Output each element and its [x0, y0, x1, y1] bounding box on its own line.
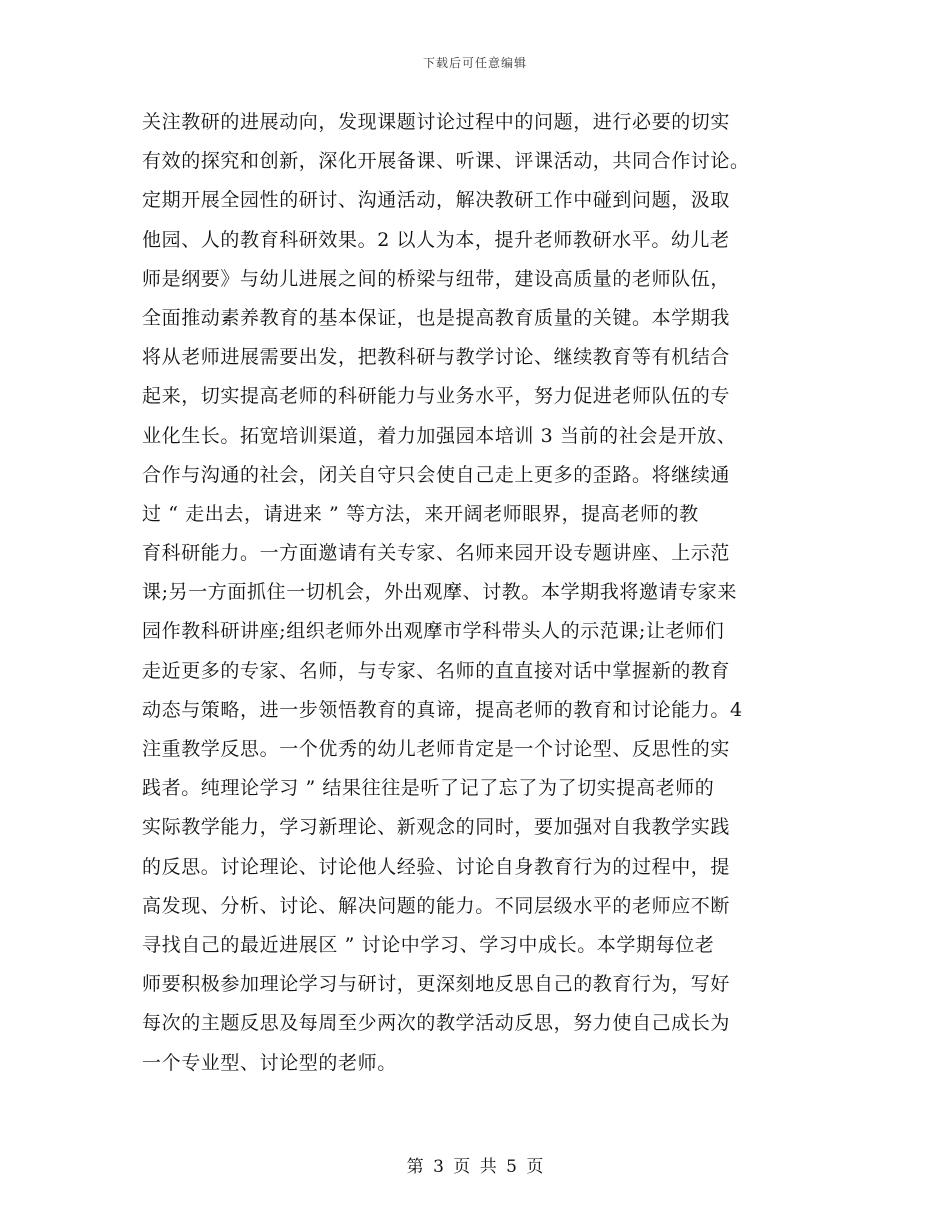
- body-line: 践者。纯理论学习 ” 结果往往是听了记了忘了为了切实提高老师的: [142, 777, 715, 800]
- body-line: 动态与策略，进一步领悟教育的真谛，提高老师的教育和讨论能力。4: [142, 698, 743, 721]
- body-line: 注重教学反思。一个优秀的幼儿老师肯定是一个讨论型、反思性的实: [142, 738, 731, 760]
- body-line: 师要积极参加理论学习与研讨，更深刻地反思自己的教育行为，写好: [142, 973, 731, 996]
- body-line: 合作与沟通的社会，闭关自守只会使自己走上更多的歪路。将继续通: [142, 463, 731, 486]
- body-line: 的反思。讨论理论、讨论他人经验、讨论自身教育行为的过程中，提: [142, 855, 731, 878]
- body-line: 走近更多的专家、名师，与专家、名师的直直接对话中掌握新的教育: [142, 659, 731, 682]
- page-header: 下载后可任意编辑: [422, 56, 527, 70]
- body-line: 他园、人的教育科研效果。2 以人为本，提升老师教研水平。幼儿老: [142, 228, 730, 251]
- body-line: 定期开展全园性的研讨、沟通活动，解决教研工作中碰到问题，汲取: [142, 189, 731, 212]
- body-line: 高发现、分析、讨论、解决问题的能力。不同层级水平的老师应不断: [142, 894, 731, 917]
- body-line: 育科研能力。一方面邀请有关专家、名师来园开设专题讲座、上示范: [142, 542, 731, 565]
- body-line: 师是纲要》与幼儿进展之间的桥梁与纽带，建设高质量的老师队伍，: [142, 267, 731, 290]
- body-line: 园作教科研讲座;组织老师外出观摩市学科带头人的示范课;让老师们: [142, 620, 725, 643]
- body-line: 关注教研的进展动向，发现课题讨论过程中的问题，进行必要的切实: [142, 111, 731, 133]
- body-line: 课;另一方面抓住一切机会，外出观摩、讨教。本学期我将邀请专家来: [142, 581, 738, 604]
- body-line: 有效的探究和创新，深化开展备课、听课、评课活动，共同合作讨论。: [142, 150, 750, 173]
- body-line: 实际教学能力，学习新理论、新观念的同时，要加强对自我教学实践: [142, 816, 731, 839]
- body-line: 一个专业型、讨论型的老师。: [142, 1051, 397, 1074]
- page-number: 第 3 页 共 5 页: [406, 1157, 544, 1177]
- body-line: 寻找自己的最近进展区 ” 讨论中学习、学习中成长。本学期每位老: [142, 933, 715, 956]
- body-line: 过 “ 走出去，请进来 ” 等方法，来开阔老师眼界，提高老师的教: [142, 502, 699, 525]
- body-line: 将从老师进展需要出发，把教科研与教学讨论、继续教育等有机结合: [142, 346, 731, 369]
- body-line: 业化生长。拓宽培训渠道，着力加强园本培训 3 当前的社会是开放、: [142, 424, 737, 447]
- body-text: [142, 103, 812, 1083]
- body-line: 起来，切实提高老师的科研能力与业务水平，努力促进老师队伍的专: [142, 385, 731, 408]
- body-line: 每次的主题反思及每周至少两次的教学活动反思，努力使自己成长为: [142, 1012, 731, 1035]
- body-line: 全面推动素养教育的基本保证，也是提高教育质量的关键。本学期我: [142, 306, 731, 329]
